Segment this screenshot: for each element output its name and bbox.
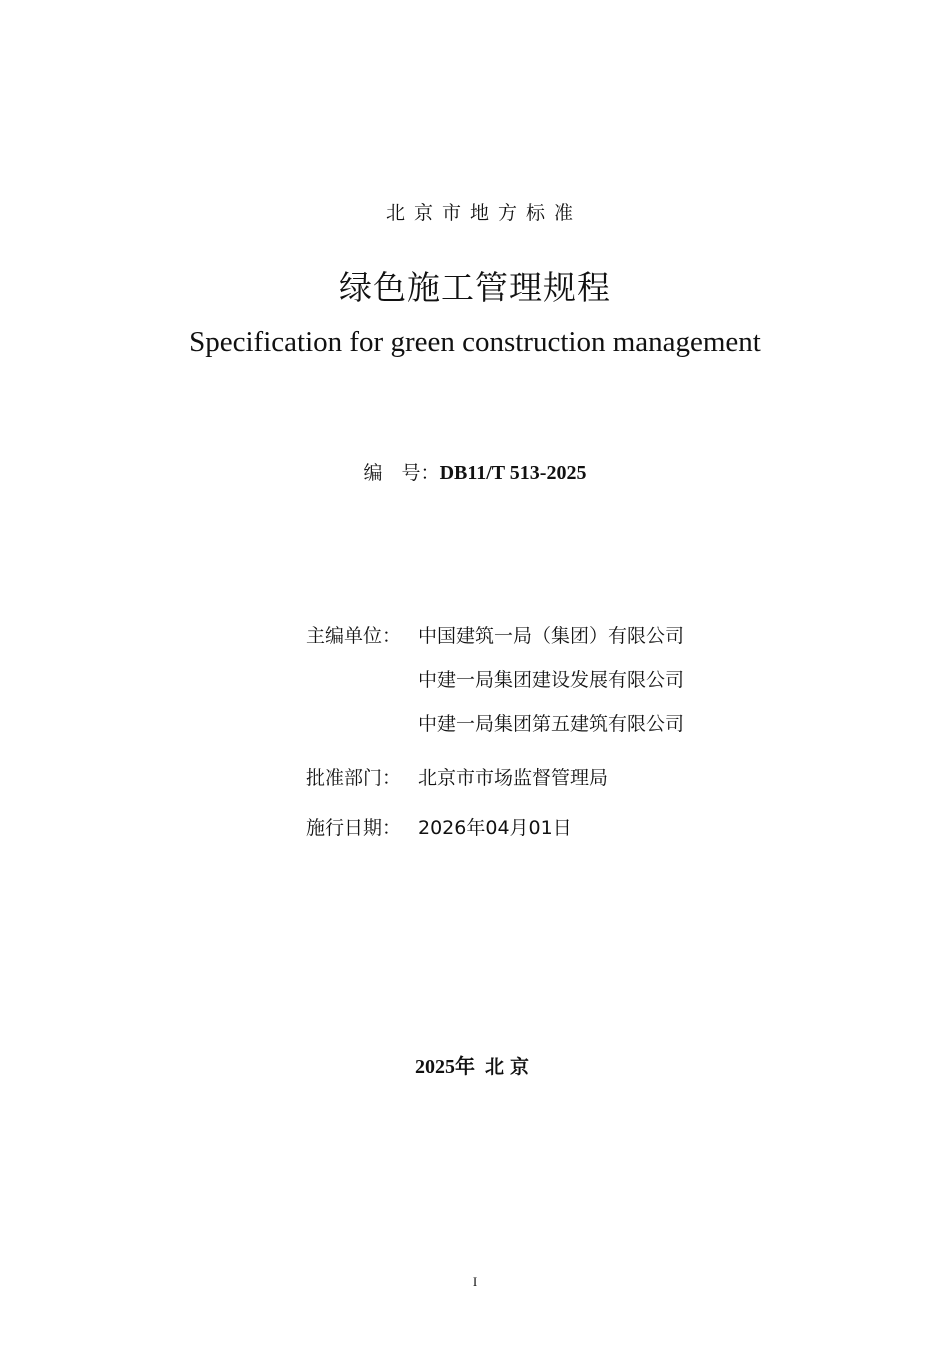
standard-category: 北京市地方标准 — [385, 202, 582, 224]
effective-row — [306, 806, 684, 850]
publication-year: 2025年 — [414, 1056, 475, 1078]
approval-dept: 北京市市场监督管理局 — [418, 767, 609, 789]
chief-editor-row — [306, 614, 684, 746]
approval-row — [306, 756, 684, 800]
chief-editor-item: 中建一局集团第五建筑有限公司 — [418, 713, 685, 735]
chief-editor-label: 主编单位： — [306, 625, 402, 647]
approval-label: 批准部门： — [306, 767, 402, 789]
page-number: I — [472, 1274, 478, 1289]
effective-label: 施行日期： — [306, 817, 402, 839]
chief-editor-item: 中建一局集团建设发展有限公司 — [418, 669, 685, 691]
chief-editor-item: 中国建筑一局（集团）有限公司 — [418, 625, 685, 647]
publication-line — [0, 1050, 950, 1079]
chief-editor-list — [418, 614, 684, 746]
effective-date: 2026年04月01日 — [418, 817, 572, 839]
title-chinese: 绿色施工管理规程 — [339, 268, 611, 307]
title-english: Specification for green construction management — [189, 326, 761, 358]
standard-code-value: DB11/T 513-2025 — [439, 462, 587, 484]
info-block — [306, 614, 684, 850]
standard-code — [0, 458, 950, 485]
standard-code-label: 编 号： — [363, 462, 440, 484]
publication-city: 北京 — [484, 1056, 535, 1078]
